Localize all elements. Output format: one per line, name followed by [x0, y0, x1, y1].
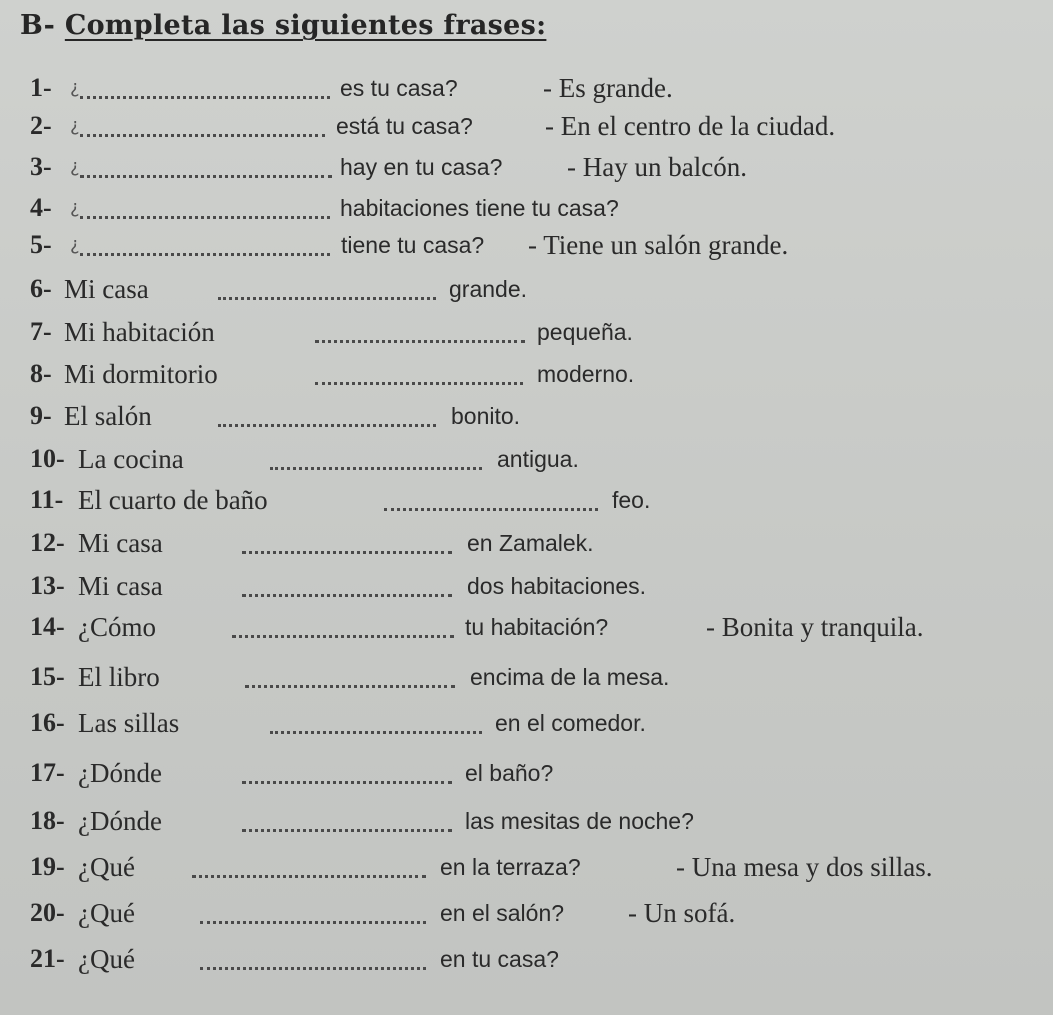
item-start: Mi casa: [78, 528, 163, 558]
item-number: 19-: [30, 852, 65, 881]
heading-title: Completa las siguientes frases:: [64, 10, 547, 41]
item-start: El libro: [78, 662, 160, 692]
item-number: 13-: [30, 571, 65, 600]
item-answer: - Un sofá.: [628, 898, 736, 928]
item-end: feo.: [612, 487, 651, 513]
item-end: encima de la mesa.: [470, 664, 670, 690]
exercise-item-19: [0, 847, 1053, 887]
item-number: 11-: [30, 485, 64, 514]
item-end: moderno.: [537, 361, 635, 387]
answer-blank[interactable]: [384, 508, 598, 511]
item-start: La cocina: [78, 444, 184, 474]
answer-blank[interactable]: [270, 467, 482, 470]
answer-blank[interactable]: [218, 297, 436, 300]
item-start: ¿: [70, 234, 80, 255]
item-number: 5-: [30, 230, 52, 259]
item-end: en Zamalek.: [467, 530, 594, 556]
item-end: tu habitación?: [465, 614, 609, 640]
exercise-item-7: [0, 312, 1053, 352]
answer-blank[interactable]: [245, 685, 455, 688]
item-end: bonito.: [451, 403, 521, 429]
exercise-heading: [20, 10, 546, 41]
item-number: 17-: [30, 758, 65, 787]
item-answer: - Es grande.: [543, 73, 673, 103]
item-answer: - En el centro de la ciudad.: [545, 111, 836, 141]
item-end: dos habitaciones.: [467, 573, 647, 599]
answer-blank[interactable]: [218, 424, 436, 427]
answer-blank[interactable]: [200, 921, 426, 924]
exercise-item-15: [0, 657, 1053, 697]
exercise-item-6: [0, 269, 1053, 309]
exercise-item-3: [0, 147, 1053, 187]
item-end: antigua.: [497, 446, 579, 472]
exercise-item-18: [0, 801, 1053, 841]
item-end: es tu casa?: [340, 75, 458, 101]
item-end: habitaciones tiene tu casa?: [340, 195, 619, 221]
answer-blank[interactable]: [200, 967, 426, 970]
item-end: en tu casa?: [440, 946, 559, 972]
item-start: ¿Dónde: [78, 758, 162, 788]
exercise-item-10: [0, 439, 1053, 479]
item-answer: - Tiene un salón grande.: [528, 230, 789, 260]
item-number: 15-: [30, 662, 65, 691]
item-start: Mi habitación: [64, 317, 215, 347]
answer-blank[interactable]: [80, 134, 325, 137]
item-number: 21-: [30, 944, 65, 973]
exercise-item-16: [0, 703, 1053, 743]
item-end: las mesitas de noche?: [465, 808, 694, 834]
exercise-item-11: [0, 480, 1053, 520]
exercise-item-21: [0, 939, 1053, 979]
exercise-item-5: [0, 225, 1053, 265]
exercise-item-8: [0, 354, 1053, 394]
item-start: Mi casa: [78, 571, 163, 601]
answer-blank[interactable]: [80, 216, 330, 219]
item-start: ¿Qué: [78, 852, 135, 882]
item-answer: - Una mesa y dos sillas.: [676, 852, 933, 882]
item-start: Mi casa: [64, 274, 149, 304]
exercise-item-4: [0, 188, 1053, 228]
heading-prefix: B-: [20, 10, 65, 41]
item-number: 14-: [30, 612, 65, 641]
exercise-item-13: [0, 566, 1053, 606]
item-end: en el salón?: [440, 900, 565, 926]
answer-blank[interactable]: [242, 781, 452, 784]
item-start: ¿Qué: [78, 944, 135, 974]
answer-blank[interactable]: [315, 340, 525, 343]
answer-blank[interactable]: [80, 96, 330, 99]
item-end: tiene tu casa?: [341, 232, 485, 258]
exercise-item-17: [0, 753, 1053, 793]
answer-blank[interactable]: [242, 551, 452, 554]
item-start: ¿: [70, 77, 80, 98]
item-number: 20-: [30, 898, 65, 927]
exercise-item-14: [0, 607, 1053, 647]
item-number: 1-: [30, 73, 52, 102]
answer-blank[interactable]: [80, 175, 332, 178]
item-number: 10-: [30, 444, 65, 473]
item-number: 4-: [30, 193, 52, 222]
item-end: en la terraza?: [440, 854, 581, 880]
item-number: 9-: [30, 401, 52, 430]
item-start: ¿: [70, 197, 80, 218]
item-answer: - Hay un balcón.: [567, 152, 747, 182]
item-number: 6-: [30, 274, 52, 303]
item-start: Las sillas: [78, 708, 180, 738]
item-start: ¿Cómo: [78, 612, 156, 642]
item-end: en el comedor.: [495, 710, 646, 736]
item-end: hay en tu casa?: [340, 154, 503, 180]
item-number: 2-: [30, 111, 52, 140]
item-start: ¿: [70, 115, 80, 136]
exercise-item-12: [0, 523, 1053, 563]
item-end: el baño?: [465, 760, 554, 786]
item-end: grande.: [449, 276, 528, 302]
item-start: El cuarto de baño: [78, 485, 268, 515]
answer-blank[interactable]: [270, 731, 482, 734]
item-number: 8-: [30, 359, 52, 388]
exercise-item-2: [0, 106, 1053, 146]
item-start: El salón: [64, 401, 152, 431]
exercise-item-9: [0, 396, 1053, 436]
item-start: ¿Qué: [78, 898, 135, 928]
answer-blank[interactable]: [80, 253, 330, 256]
item-number: 12-: [30, 528, 65, 557]
item-number: 16-: [30, 708, 65, 737]
item-number: 18-: [30, 806, 65, 835]
answer-blank[interactable]: [242, 594, 452, 597]
item-number: 3-: [30, 152, 52, 181]
item-start: ¿: [70, 156, 80, 177]
item-start: Mi dormitorio: [64, 359, 218, 389]
answer-blank[interactable]: [192, 875, 426, 878]
item-start: ¿Dónde: [78, 806, 162, 836]
item-number: 7-: [30, 317, 52, 346]
item-end: está tu casa?: [336, 113, 473, 139]
exercise-item-1: [0, 68, 1053, 108]
answer-blank[interactable]: [315, 382, 523, 385]
item-end: pequeña.: [537, 319, 633, 345]
answer-blank[interactable]: [232, 635, 454, 638]
exercise-item-20: [0, 893, 1053, 933]
answer-blank[interactable]: [242, 829, 452, 832]
item-answer: - Bonita y tranquila.: [706, 612, 924, 642]
